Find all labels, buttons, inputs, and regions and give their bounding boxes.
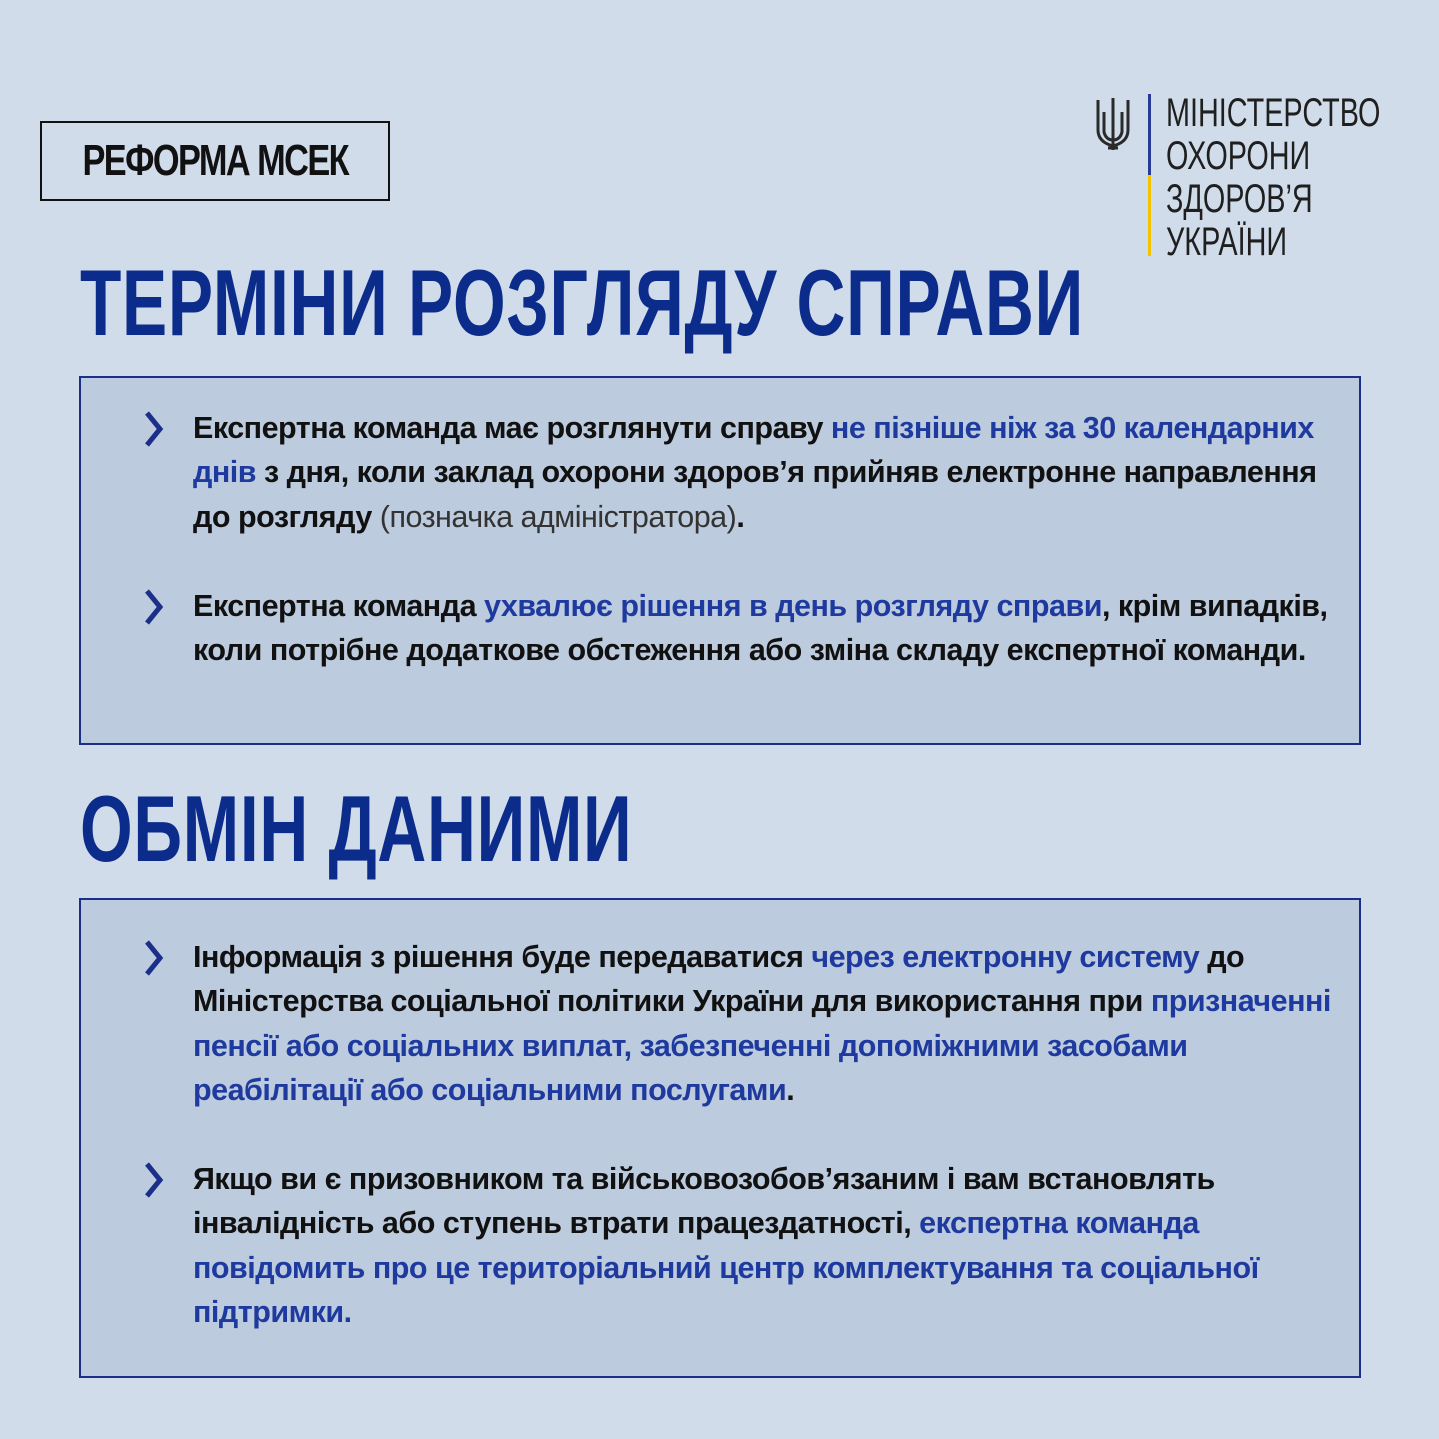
ministry-name-line: УКРАЇНИ [1166,220,1288,264]
reform-tag [40,121,390,201]
review-terms-panel [79,376,1361,745]
section-title-review-terms: ТЕРМІНИ РОЗГЛЯДУ СПРАВИ [80,250,1084,355]
list-item-text [193,935,1333,1112]
text-fragment: . [736,499,745,534]
ministry-name-line: ЗДОРОВ’Я [1166,177,1313,221]
text-fragment: Інформація з рішення буде передаватися [193,940,812,974]
list-item-text [193,584,1333,673]
text-fragment: Експертна команда має розглянути справу [193,411,831,445]
list-item-text [193,1157,1333,1334]
ministry-logo [1094,91,1381,264]
chevron-right-icon [144,410,164,448]
text-fragment: до Міністерства соціальної політики України для використання при [193,940,1245,1019]
text-fragment: . [786,1072,795,1107]
ministry-name [1166,91,1381,264]
trident-icon [1094,96,1132,154]
highlight-text: призначенні пенсії або соціальних виплат, забезпеченні допоміжними засобами реабілітації або соціальними послугами [193,984,1331,1107]
chevron-right-icon [144,588,164,626]
note-text: (позначка адміністратора) [379,499,737,534]
text-fragment: з дня, коли заклад охорони здоров’я прийняв електронне направлення до розгляду [193,455,1317,534]
list-item-text [193,406,1333,539]
highlight-text: через електронну систему [811,940,1200,974]
text-fragment: Експертна команда [193,589,485,623]
logo-divider-yellow [1148,175,1151,256]
section-title-data-exchange: ОБМІН ДАНИМИ [80,776,633,881]
ministry-name-line: МІНІСТЕРСТВО [1166,91,1381,135]
logo-divider-blue [1148,94,1151,175]
highlight-text: не пізніше ніж за 30 календарних днів [193,411,1314,490]
ministry-name-line: ОХОРОНИ [1166,134,1311,178]
chevron-right-icon [144,1161,164,1199]
text-fragment: Якщо ви є призовником та військовозобов’язаним і вам встановлять інвалідність або ступень втрати працездатності, [193,1162,1215,1241]
highlight-text: ухвалює рішення в день розгляду справи [484,589,1102,623]
highlight-text: експертна команда повідомить про це територіальний центр комплектування та соціальної підтримки. [193,1206,1259,1329]
data-exchange-panel [79,898,1361,1378]
reform-tag-label: РЕФОРМА МСЕК [82,136,348,185]
chevron-right-icon [144,939,164,977]
text-fragment: , крім випадків, коли потрібне додаткове обстеження або зміна складу експертної команди. [193,589,1328,668]
